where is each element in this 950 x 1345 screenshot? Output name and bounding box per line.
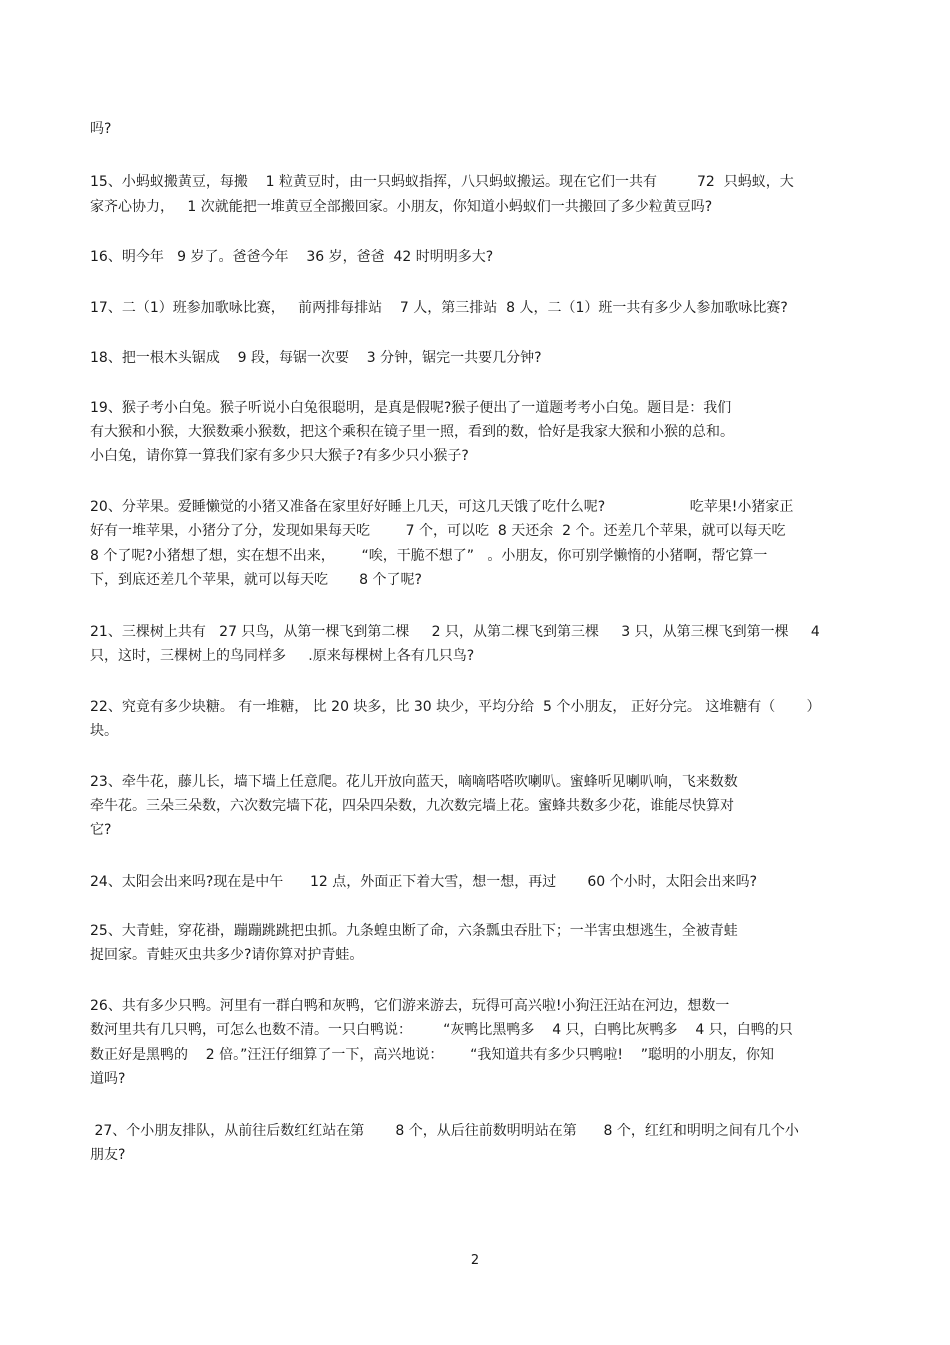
problem-text-line: 捉回家。青蛙灭虫共多少?请你算对护青蛙。	[90, 947, 364, 963]
problem-text-line: 数正好是黑鸭的 2 倍。”汪汪仔细算了一下，高兴地说： “我知道共有多少只鸭啦! ”聪明的小朋友，你知	[90, 1047, 775, 1063]
problem-text-line: 有大猴和小猴，大猴数乘小猴数，把这个乘积在镜子里一照，看到的数，恰好是我家大猴和小猴的总和。	[90, 424, 734, 440]
problem-text-line: 24、太阳会出来吗?现在是中午 12 点，外面正下着大雪，想一想，再过 60 个小时，太阳会出来吗?	[90, 874, 758, 890]
problem-text-line: 22、究竟有多少块糖。 有一堆糖， 比 20 块多，比 30 块少，平均分给 5 个小朋友， 正好分完。 这堆糖有（ ）	[90, 699, 821, 715]
problem-text-line: 只，这时，三棵树上的鸟同样多 .原来每棵树上各有几只鸟?	[90, 648, 475, 664]
problem-text-line: 块。	[90, 723, 118, 739]
problem-text-line: 家齐心协力， 1 次就能把一堆黄豆全部搬回家。小朋友，你知道小蚂蚁们一共搬回了多少粒黄豆吗?	[90, 199, 713, 215]
problem-text-line: 8 个了呢?小猪想了想，实在想不出来， “唉，干脆不想了” 。小朋友，你可别学懒惰的小猪啊，帮它算一	[90, 548, 768, 564]
problem-text-line: 23、牵牛花，藤儿长，墙下墙上任意爬。花儿开放向蓝天，嘀嘀嗒嗒吹喇叭。蜜蜂听见喇叭响，飞来数数	[90, 774, 738, 790]
problem-text-line: 17、二（1）班参加歌咏比赛， 前两排每排站 7 人，第三排站 8 人，二（1）班一共有多少人参加歌咏比赛?	[90, 300, 788, 316]
problem-text-line: 数河里共有几只鸭，可怎么也数不清。一只白鸭说： “灰鸭比黑鸭多 4 只，白鸭比灰鸭多 4 只，白鸭的只	[90, 1022, 793, 1038]
page-number: 2	[470, 1253, 480, 1268]
problem-text-line: 25、大青蛙，穿花褂，蹦蹦跳跳把虫抓。九条蝗虫断了命，六条瓢虫吞肚下；一半害虫想逃生，全被青蛙	[90, 923, 738, 939]
problem-text-line: 朋友?	[90, 1147, 126, 1163]
problem-text-line: 吗?	[90, 121, 112, 137]
problem-text-line: 15、小蚂蚁搬黄豆，每搬 1 粒黄豆时，由一只蚂蚁指挥，八只蚂蚁搬运。现在它们一共有 72 只蚂蚁，大	[90, 174, 794, 190]
problem-text-line: 牵牛花。三朵三朵数，六次数完墙下花，四朵四朵数，九次数完墙上花。蜜蜂共数多少花，谁能尽快算对	[90, 798, 734, 814]
problem-text-line: 道吗?	[90, 1071, 126, 1087]
problem-text-line: 小白兔，请你算一算我们家有多少只大猴子?有多少只小猴子?	[90, 448, 469, 464]
problem-text-line: 好有一堆苹果，小猪分了分，发现如果每天吃 7 个，可以吃 8 天还余 2 个。还差几个苹果，就可以每天吃	[90, 523, 786, 539]
problem-text-line: 它?	[90, 822, 112, 838]
problem-text-line: 20、分苹果。爱睡懒觉的小猪又准备在家里好好睡上几天，可这几天饿了吃什么呢? 吃苹果!小猪家正	[90, 499, 794, 515]
problem-text-line: 26、共有多少只鸭。河里有一群白鸭和灰鸭，它们游来游去，玩得可高兴啦!小狗汪汪站在河边，想数一	[90, 998, 730, 1014]
problem-text-line: 27、个小朋友排队，从前往后数红红站在第 8 个，从后往前数明明站在第 8 个，红红和明明之间有几个小	[90, 1123, 799, 1139]
problem-text-line: 18、把一根木头锯成 9 段，每锯一次要 3 分钟，锯完一共要几分钟?	[90, 350, 542, 366]
problem-text-line: 下，到底还差几个苹果，就可以每天吃 8 个了呢?	[90, 572, 422, 588]
problem-text-line: 16、明今年 9 岁了。爸爸今年 36 岁，爸爸 42 时明明多大?	[90, 249, 494, 265]
problem-text-line: 19、猴子考小白兔。猴子听说小白兔很聪明，是真是假呢?猴子便出了一道题考考小白兔。题目是：我们	[90, 400, 732, 416]
problem-text-line: 21、三棵树上共有 27 只鸟，从第一棵飞到第二棵 2 只，从第二棵飞到第三棵 3 只，从第三棵飞到第一棵 4	[90, 624, 820, 640]
